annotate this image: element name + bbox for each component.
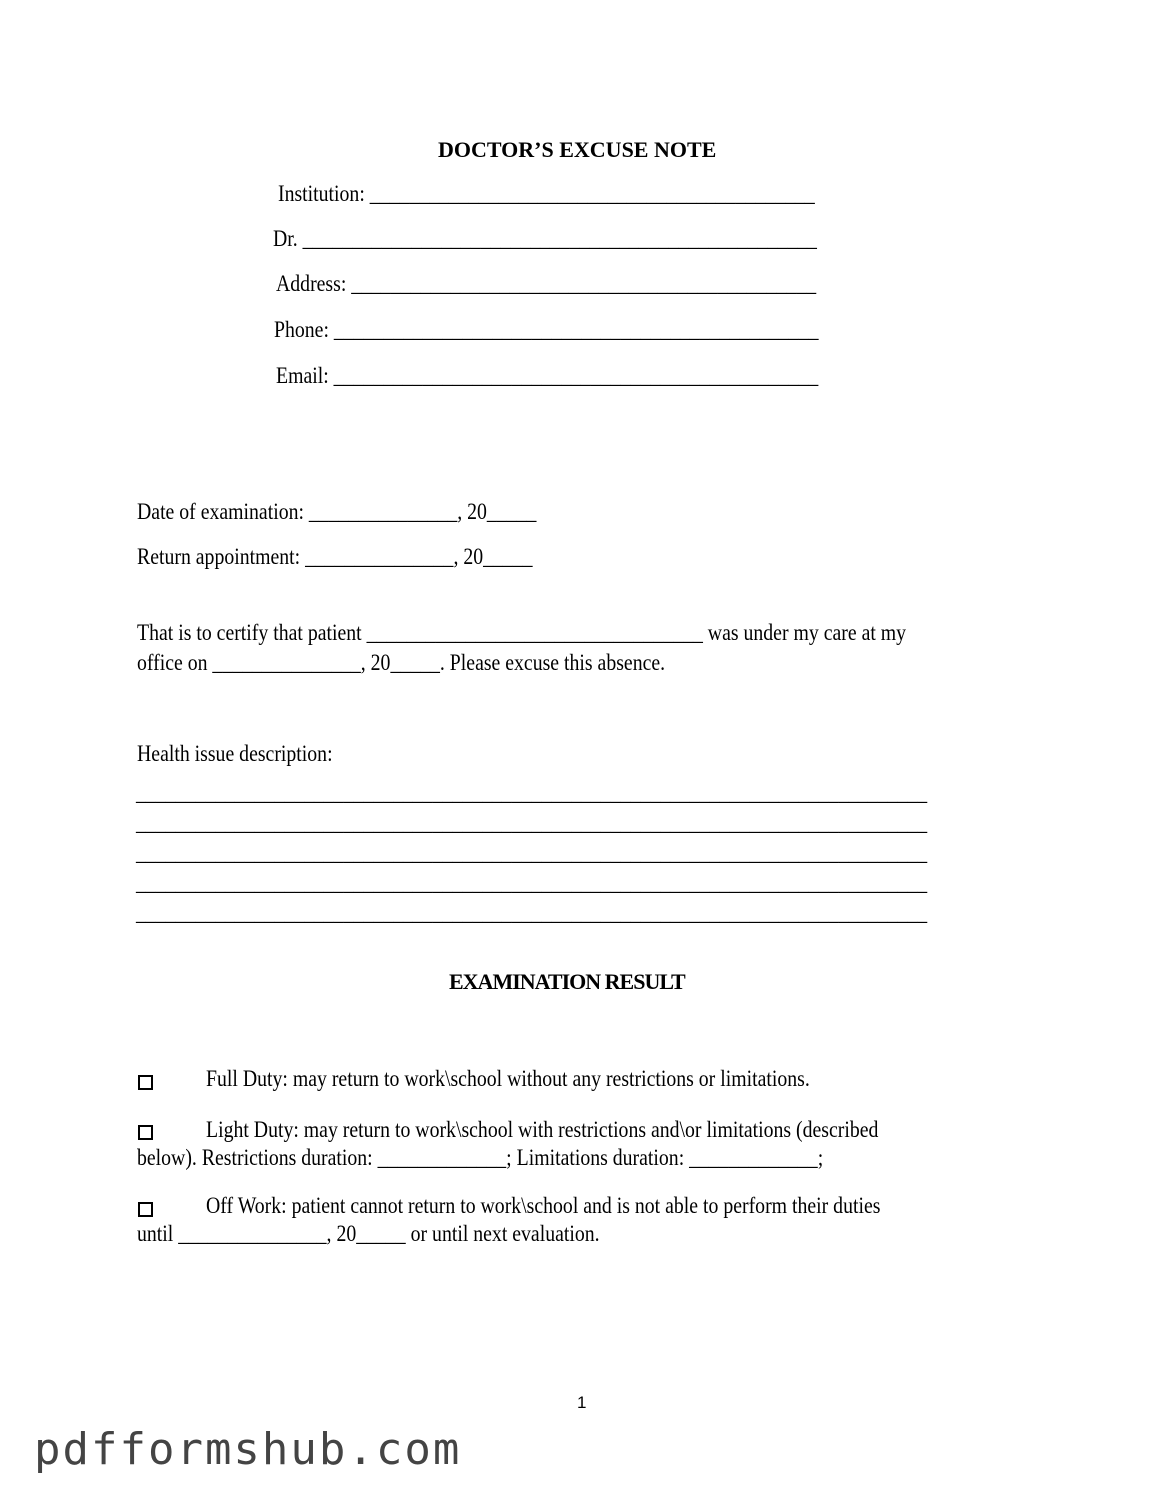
- health-issue-line[interactable]: ________________________________________________________________________________: [136, 870, 928, 895]
- institution-field[interactable]: Institution: _____________________________________________: [278, 181, 815, 206]
- off-work-until-field[interactable]: until _______________, 20_____ or until next evaluation.: [137, 1221, 600, 1246]
- page-number: 1: [577, 1393, 587, 1412]
- light-duty-checkbox[interactable]: [138, 1125, 153, 1140]
- doctor-field[interactable]: Dr. ____________________________________________________: [273, 226, 817, 251]
- email-field[interactable]: Email: _________________________________________________: [276, 363, 819, 388]
- health-issue-label: Health issue description:: [137, 741, 333, 766]
- certification-line-2[interactable]: office on _______________, 20_____. Please excuse this absence.: [137, 650, 666, 675]
- address-field[interactable]: Address: _______________________________________________: [276, 271, 817, 296]
- certification-line-1[interactable]: That is to certify that patient __________________________________ was under my care at my: [137, 620, 907, 645]
- health-issue-line[interactable]: ________________________________________________________________________________: [136, 840, 928, 865]
- off-work-checkbox[interactable]: [138, 1202, 153, 1217]
- document-title: DOCTOR’S EXCUSE NOTE: [438, 137, 717, 162]
- health-issue-line[interactable]: ________________________________________________________________________________: [136, 780, 928, 805]
- examination-date-field[interactable]: Date of examination: _______________, 20_____: [137, 499, 537, 524]
- phone-field[interactable]: Phone: _________________________________________________: [274, 317, 819, 342]
- full-duty-checkbox[interactable]: [138, 1075, 153, 1090]
- health-issue-line[interactable]: ________________________________________________________________________________: [136, 810, 928, 835]
- return-appointment-field[interactable]: Return appointment: _______________, 20_____: [137, 544, 533, 569]
- light-duty-label: Light Duty: may return to work\school with restrictions and\or limitations (described: [206, 1117, 879, 1142]
- full-duty-label: Full Duty: may return to work\school without any restrictions or limitations.: [206, 1066, 810, 1091]
- light-duty-durations[interactable]: below). Restrictions duration: _____________; Limitations duration: _____________;: [137, 1145, 824, 1170]
- health-issue-line[interactable]: ________________________________________________________________________________: [136, 900, 928, 925]
- off-work-label: Off Work: patient cannot return to work\school and is not able to perform their duties: [206, 1193, 881, 1218]
- examination-result-title: EXAMINATION RESULT: [449, 969, 685, 994]
- watermark-text: pdfformshub.com: [34, 1424, 462, 1475]
